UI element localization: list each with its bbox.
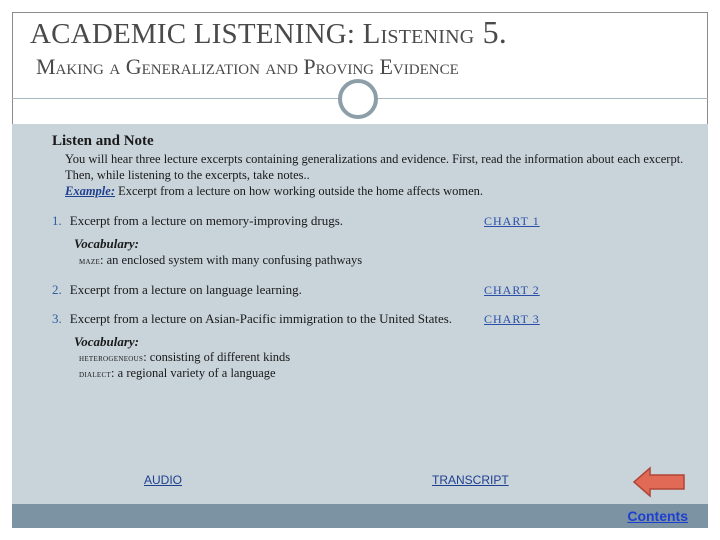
- chart-3-link[interactable]: CHART 3: [484, 312, 540, 326]
- list-item: [52, 311, 452, 327]
- vocab-definition: : consisting of different kinds: [143, 350, 291, 364]
- vocab-heading: Vocabulary:: [74, 236, 139, 251]
- item-text: Excerpt from a lecture on language learning.: [69, 282, 302, 297]
- back-button[interactable]: [632, 466, 686, 498]
- item-number: 1.: [52, 213, 62, 228]
- title-main: ACADEMIC LISTENING:: [30, 18, 363, 50]
- item-text: Excerpt from a lecture on memory-improving drugs.: [69, 213, 344, 228]
- item-number: 2.: [52, 282, 62, 297]
- vocab-definition: : a regional variety of a language: [111, 366, 276, 380]
- vocab-definition: : an enclosed system with many confusing pathways: [100, 253, 363, 267]
- title-smallcaps: Listening: [362, 18, 475, 50]
- chart-1-link[interactable]: CHART 1: [484, 214, 540, 228]
- vocab-entry: [79, 350, 290, 365]
- vocab-term: heterogeneous: [79, 354, 144, 364]
- vocab-term: dialect: [79, 370, 112, 380]
- item-number: 3.: [52, 311, 62, 326]
- audio-link[interactable]: AUDIO: [144, 473, 183, 487]
- instructions: [65, 151, 693, 199]
- list-item: [52, 213, 343, 229]
- left-arrow-icon: [632, 466, 686, 498]
- vocab-heading: Vocabulary:: [74, 334, 139, 349]
- section-title: Listen and Note: [52, 133, 154, 149]
- transcript-link[interactable]: TRANSCRIPT: [432, 473, 509, 487]
- title-number: 5.: [474, 14, 507, 50]
- example-text: Excerpt from a lecture on how working outside the home affects women.: [115, 184, 484, 198]
- vocab-term: maze: [79, 257, 101, 267]
- example-label: Example:: [65, 184, 115, 198]
- item-text: Excerpt from a lecture on Asian-Pacific immigration to the United States.: [69, 311, 453, 326]
- contents-link[interactable]: Contents: [627, 508, 688, 524]
- page-subtitle: Making a Generalization and Proving Evidence: [36, 54, 459, 79]
- page-title: [30, 14, 507, 51]
- ring-icon: [338, 79, 378, 119]
- list-item: [52, 282, 302, 298]
- vocab-entry: [79, 253, 362, 268]
- chart-2-link[interactable]: CHART 2: [484, 283, 540, 297]
- vocab-entry: [79, 366, 276, 381]
- instructions-text: You will hear three lecture excerpts containing generalizations and evidence. First, read the information about each excerpt. Then, while listening to the excerpts, take notes..: [65, 152, 684, 182]
- bottom-bar: [12, 504, 708, 528]
